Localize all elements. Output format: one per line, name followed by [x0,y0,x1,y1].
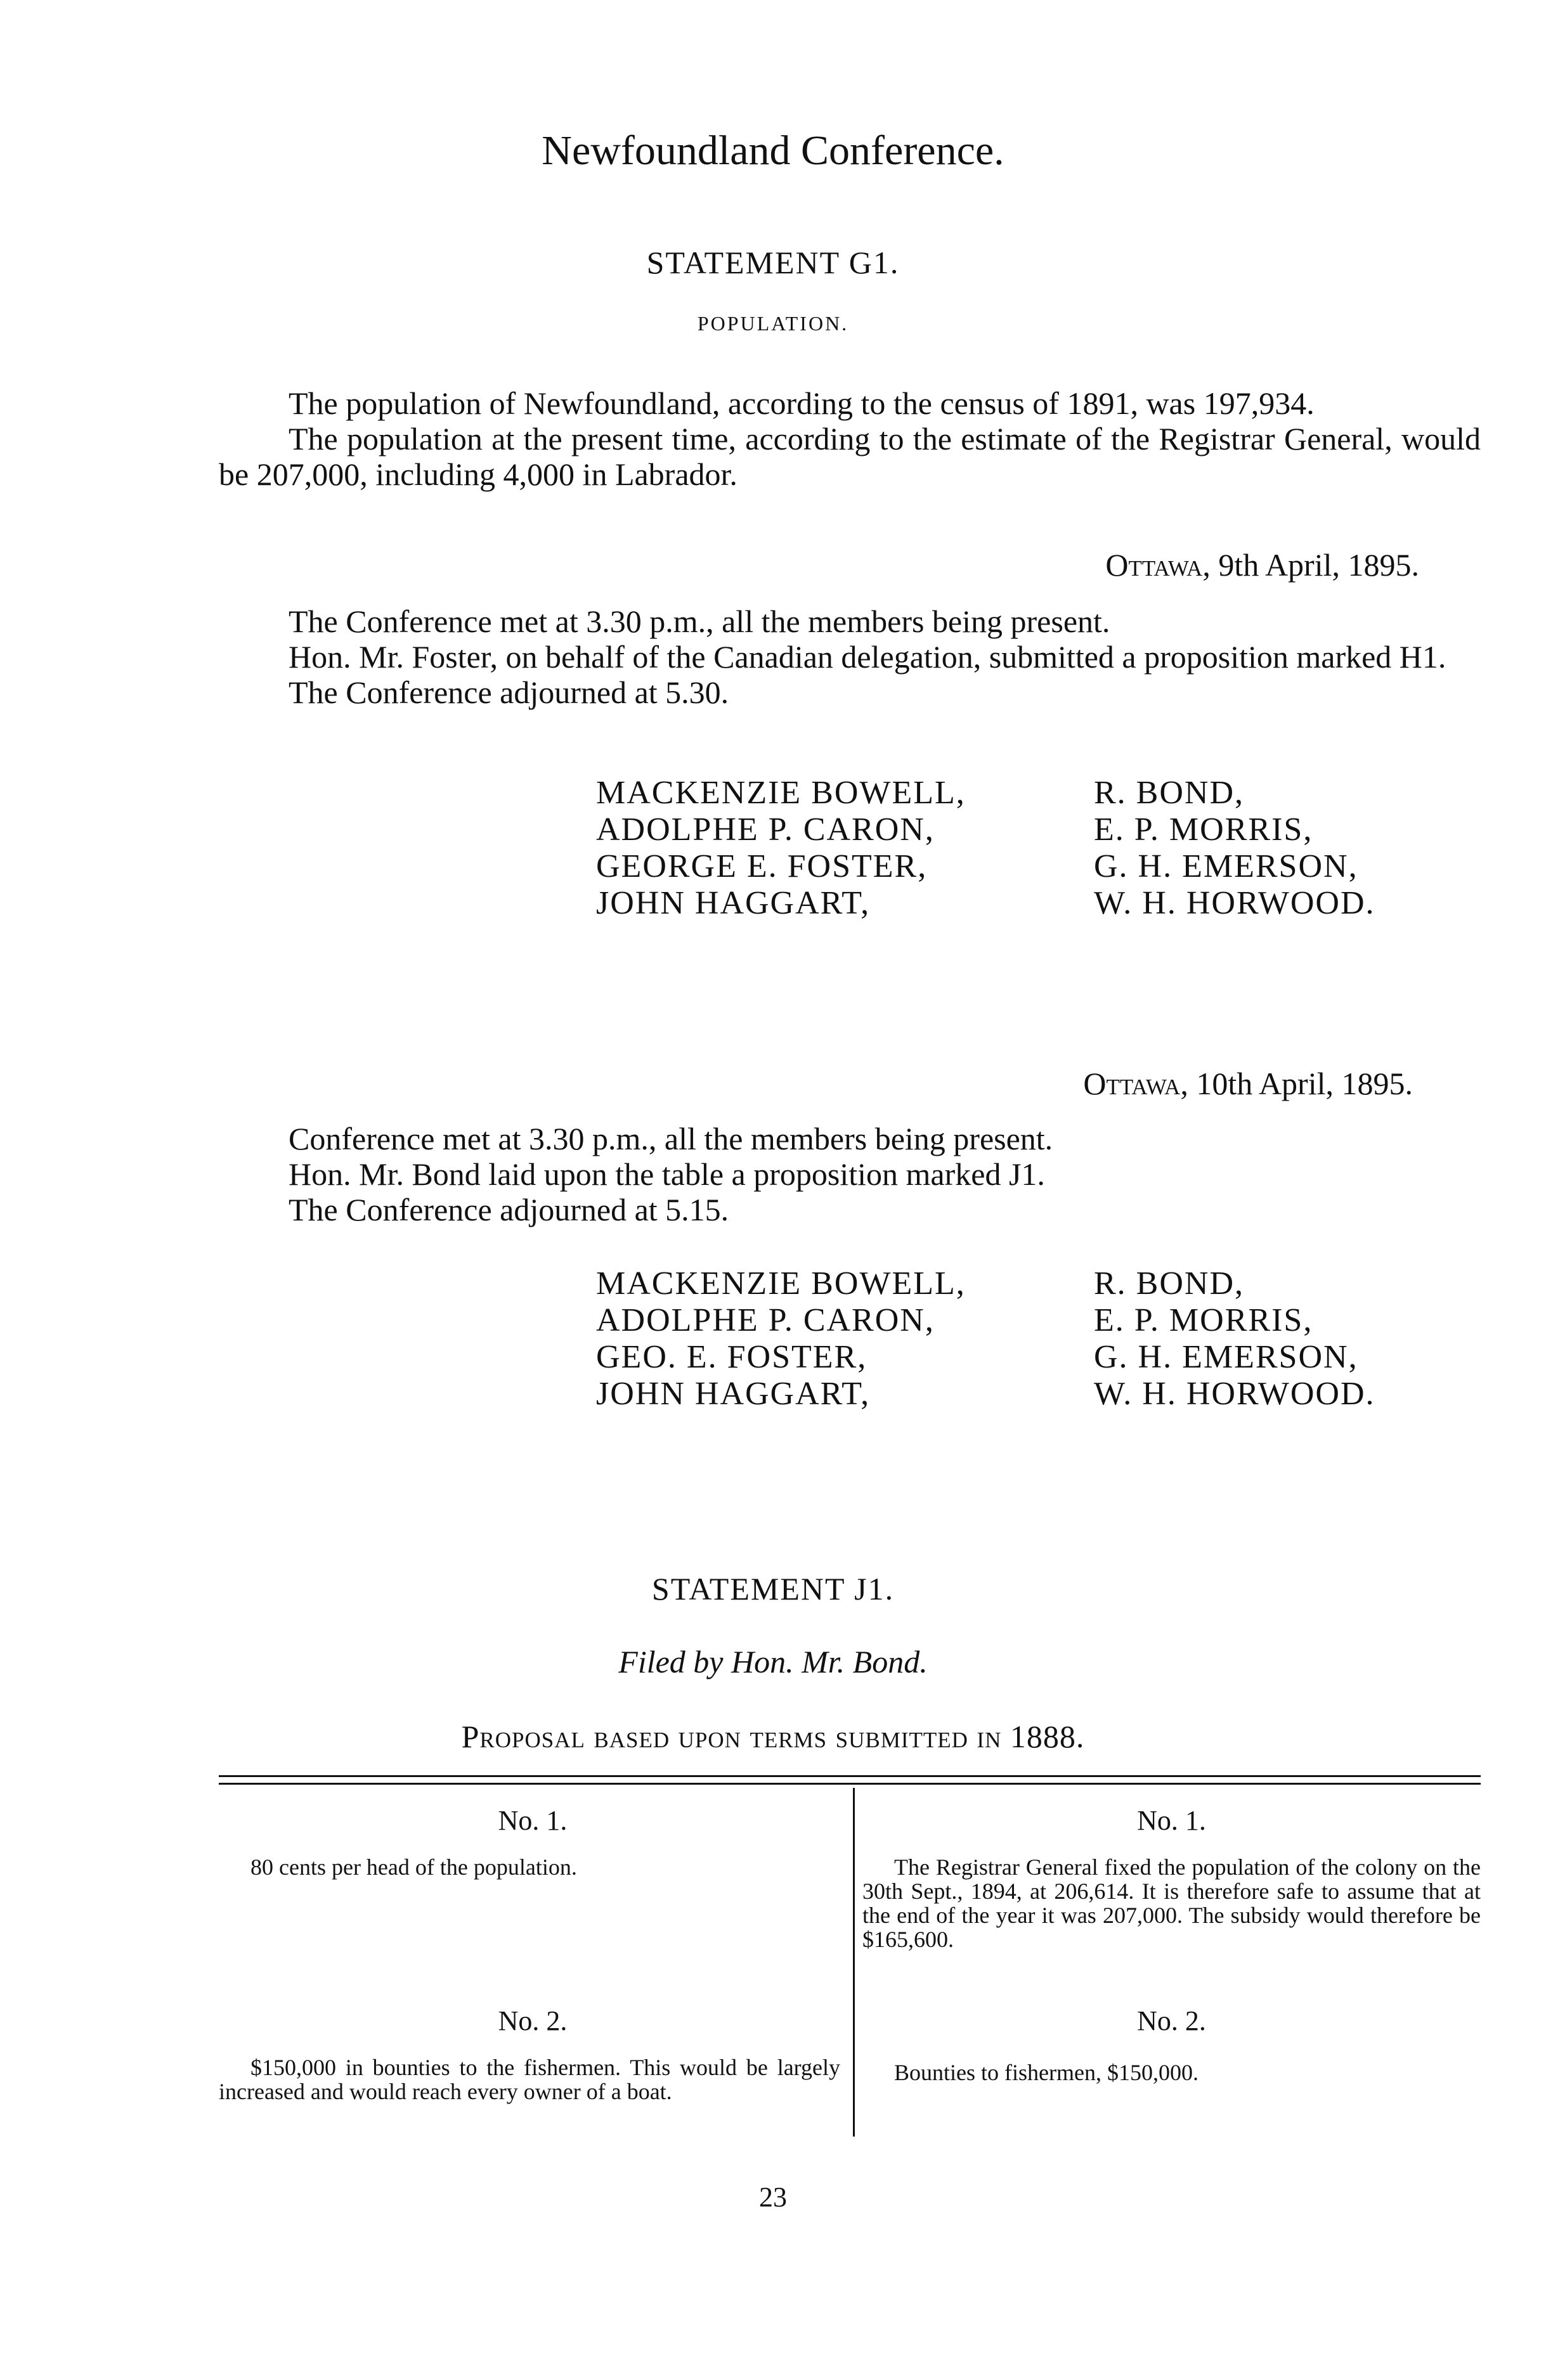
meeting2-signatures-canada [596,1265,966,1413]
left-heading-2: No. 2. [498,2005,568,2036]
meeting1-dateline [1105,546,1419,583]
signature: GEO. E. FOSTER, [596,1339,867,1375]
right-heading-1: No. 1. [1137,1805,1206,1836]
meeting1-line-1: The Conference met at 3.30 p.m., all the members being present. [289,604,1110,639]
table-top-rule-1 [219,1775,1481,1777]
signature: W. H. HORWOOD. [1094,1376,1375,1412]
meeting1-line-2: Hon. Mr. Foster, on behalf of the Canadian delegation, submitted a proposition marked H1. [289,639,1446,675]
meeting1-date: 9th April, 1895. [1218,547,1419,583]
signature: W. H. HORWOOD. [1094,885,1375,921]
left-heading-1: No. 1. [498,1805,568,1836]
meeting2-line-2: Hon. Mr. Bond laid upon the table a proposition marked J1. [289,1156,1045,1192]
signature: GEORGE E. FOSTER, [596,848,928,884]
population-paragraph [219,385,1481,492]
left-text-2: $150,000 in bounties to the fishermen. This would be largely increased and would reach every owner of a boat. [219,2055,840,2104]
filed-by: Filed by Hon. Mr. Bond. [618,1644,928,1679]
left-text-1: 80 cents per head of the population. [250,1854,577,1880]
statement-g1-heading: STATEMENT G1. [646,245,900,280]
signature: R. BOND, [1094,1265,1245,1302]
right-text-1: The Registrar General fixed the population of the colony on the 30th Sept., 1894, at 206,614. It is therefore safe to assume that at the end of the year it was 207,000. The subsidy would therefore be $165,600. [862,1854,1481,1952]
meeting2-line-3: The Conference adjourned at 5.15. [289,1192,729,1227]
signature: G. H. EMERSON, [1094,1339,1358,1375]
table-top-rule-2 [219,1783,1481,1785]
population-line-2: The population at the present time, according to the estimate of the Registrar General, would be 207,000, including 4,000 in Labrador. [219,421,1481,492]
signature: E. P. MORRIS, [1094,812,1313,848]
page-title: Newfoundland Conference. [542,127,1004,174]
meeting2-signatures-newfoundland [1094,1265,1375,1413]
population-heading: POPULATION. [697,312,849,335]
signature: MACKENZIE BOWELL, [596,1265,966,1302]
statement-j1-heading: STATEMENT J1. [651,1571,895,1607]
meeting1-signatures-canada [596,775,966,922]
meeting1-signatures-newfoundland [1094,775,1375,922]
meeting2-dateline [1083,1065,1413,1102]
meeting1-line-3: The Conference adjourned at 5.30. [289,675,729,710]
right-text-2: Bounties to fishermen, $150,000. [894,2060,1198,2085]
table-column-divider [853,1788,855,2137]
page-number: 23 [759,2182,787,2213]
meeting1-place: Ottawa, [1105,547,1211,583]
meeting2-minutes [289,1121,1481,1227]
signature: E. P. MORRIS, [1094,1302,1313,1338]
signature: ADOLPHE P. CARON, [596,812,935,848]
meeting2-line-1: Conference met at 3.30 p.m., all the members being present. [289,1121,1053,1156]
population-line-1: The population of Newfoundland, according to the census of 1891, was 197,934. [289,385,1315,421]
signature: JOHN HAGGART, [596,1376,871,1412]
signature: R. BOND, [1094,775,1245,811]
meeting2-place: Ottawa, [1083,1066,1188,1101]
signature: JOHN HAGGART, [596,885,871,921]
meeting2-date: 10th April, 1895. [1196,1066,1413,1101]
meeting1-minutes [219,604,1481,710]
signature: G. H. EMERSON, [1094,848,1358,884]
signature: MACKENZIE BOWELL, [596,775,966,811]
right-heading-2: No. 2. [1137,2005,1206,2036]
proposal-heading: Proposal based upon terms submitted in 1888. [461,1719,1085,1754]
signature: ADOLPHE P. CARON, [596,1302,935,1338]
